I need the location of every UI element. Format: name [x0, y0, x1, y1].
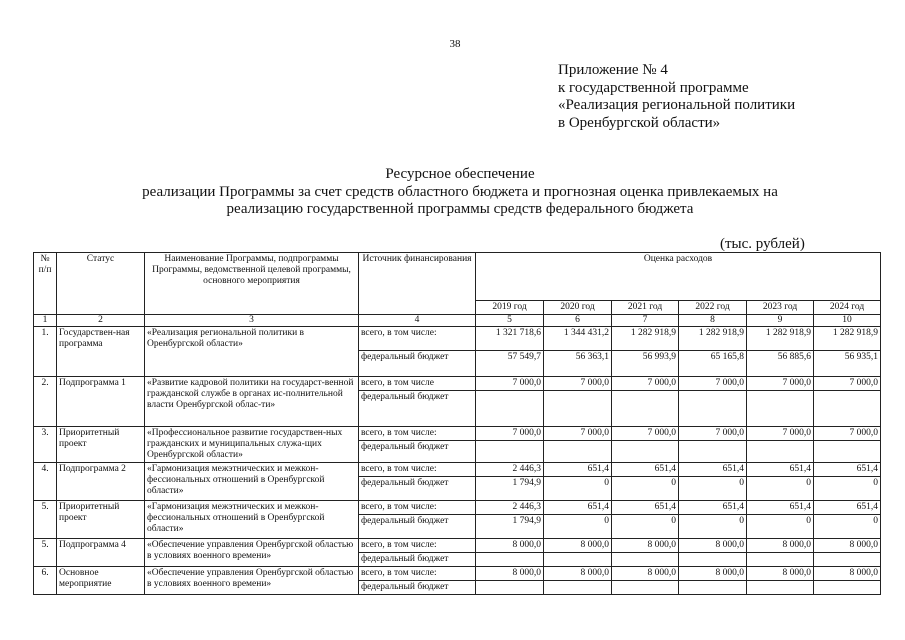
amount-cell — [476, 441, 544, 463]
table-row — [34, 539, 881, 553]
amount-cell: 56 935,1 — [814, 351, 881, 377]
source-cell: федеральный бюджет — [359, 391, 476, 427]
amount-cell — [612, 581, 679, 595]
amount-cell — [544, 391, 612, 427]
title-line: реализацию государственной программы средств федерального бюджета — [226, 201, 694, 217]
amount-cell: 8 000,0 — [747, 539, 814, 553]
amount-cell: 1 344 431,2 — [544, 327, 612, 351]
amount-cell — [814, 441, 881, 463]
column-number: 8 — [679, 315, 747, 327]
amount-cell: 1 794,9 — [476, 515, 544, 539]
header-year: 2021 год — [612, 301, 679, 315]
amount-cell: 8 000,0 — [544, 567, 612, 581]
amount-cell: 2 446,3 — [476, 463, 544, 477]
units-label: (тыс. рублей) — [720, 236, 805, 252]
amount-cell — [612, 391, 679, 427]
document-title — [60, 166, 860, 219]
status-cell: Государствен-ная программа — [57, 327, 145, 377]
source-cell: федеральный бюджет — [359, 441, 476, 463]
amount-cell: 0 — [544, 477, 612, 501]
header-source: Источник финансирования — [359, 253, 476, 315]
amount-cell: 7 000,0 — [544, 377, 612, 391]
amount-cell: 0 — [814, 515, 881, 539]
title-line: реализации Программы за счет средств областного бюджета и прогнозная оценка привлекаемых на — [142, 183, 778, 200]
amount-cell: 7 000,0 — [814, 377, 881, 391]
appendix-line: в Оренбургской области» — [558, 114, 721, 131]
amount-cell: 651,4 — [679, 501, 747, 515]
source-cell: федеральный бюджет — [359, 581, 476, 595]
header-status: Статус — [57, 253, 145, 315]
row-number-cell: 5. — [34, 501, 57, 539]
amount-cell — [679, 391, 747, 427]
amount-cell — [747, 581, 814, 595]
name-cell: «Развитие кадровой политики на государст-венной гражданской службе в органах ис-полнительной власти Оренбургской облас-ти» — [145, 377, 359, 427]
amount-cell: 651,4 — [747, 501, 814, 515]
source-cell: всего, в том числе: — [359, 327, 476, 351]
table-row — [34, 463, 881, 477]
amount-cell: 7 000,0 — [747, 377, 814, 391]
amount-cell: 8 000,0 — [679, 567, 747, 581]
header-name: Наименование Программы, подпрограммы Программы, ведомственной целевой программы, основного мероприятия — [145, 253, 359, 315]
column-number: 5 — [476, 315, 544, 327]
row-number-cell: 4. — [34, 463, 57, 501]
amount-cell — [679, 441, 747, 463]
header-year: 2022 год — [679, 301, 747, 315]
title-line: Ресурсное обеспечение — [385, 166, 535, 182]
source-cell: всего, в том числе: — [359, 567, 476, 581]
amount-cell — [612, 441, 679, 463]
amount-cell: 651,4 — [544, 501, 612, 515]
amount-cell — [476, 553, 544, 567]
table-body — [34, 327, 881, 595]
appendix-line: к государственной программе — [558, 79, 749, 96]
header-year: 2024 год — [814, 301, 881, 315]
name-cell: «Профессиональное развитие государствен-ных гражданских и муниципальных служа-щих Оренбургской области» — [145, 427, 359, 463]
amount-cell: 65 165,8 — [679, 351, 747, 377]
status-cell: Подпрограмма 4 — [57, 539, 145, 567]
amount-cell: 7 000,0 — [679, 427, 747, 441]
column-number: 4 — [359, 315, 476, 327]
amount-cell: 8 000,0 — [476, 567, 544, 581]
status-cell: Подпрограмма 1 — [57, 377, 145, 427]
amount-cell: 1 321 718,6 — [476, 327, 544, 351]
amount-cell — [476, 581, 544, 595]
table-row — [34, 567, 881, 581]
source-cell: федеральный бюджет — [359, 351, 476, 377]
amount-cell — [612, 553, 679, 567]
amount-cell: 0 — [612, 477, 679, 501]
amount-cell — [814, 581, 881, 595]
amount-cell: 1 282 918,9 — [747, 327, 814, 351]
source-cell: всего, в том числе: — [359, 539, 476, 553]
amount-cell: 8 000,0 — [544, 539, 612, 553]
amount-cell: 651,4 — [612, 463, 679, 477]
amount-cell: 651,4 — [612, 501, 679, 515]
row-number-cell: 6. — [34, 567, 57, 595]
amount-cell: 651,4 — [679, 463, 747, 477]
amount-cell: 7 000,0 — [814, 427, 881, 441]
amount-cell: 1 282 918,9 — [612, 327, 679, 351]
table-row — [34, 327, 881, 351]
amount-cell: 7 000,0 — [476, 427, 544, 441]
row-number-cell: 5. — [34, 539, 57, 567]
name-cell: «Реализация региональной политики в Оренбургской области» — [145, 327, 359, 377]
amount-cell: 1 794,9 — [476, 477, 544, 501]
header-year: 2023 год — [747, 301, 814, 315]
column-number: 1 — [34, 315, 57, 327]
amount-cell — [679, 581, 747, 595]
status-cell: Подпрограмма 2 — [57, 463, 145, 501]
column-number: 10 — [814, 315, 881, 327]
amount-cell: 7 000,0 — [476, 377, 544, 391]
amount-cell: 7 000,0 — [612, 427, 679, 441]
amount-cell: 8 000,0 — [747, 567, 814, 581]
column-number: 7 — [612, 315, 679, 327]
status-cell: Приоритетный проект — [57, 427, 145, 463]
amount-cell: 56 363,1 — [544, 351, 612, 377]
header-estimate: Оценка расходов — [476, 253, 881, 301]
amount-cell: 0 — [679, 515, 747, 539]
header-num: № п/п — [34, 253, 57, 315]
column-number: 2 — [57, 315, 145, 327]
amount-cell — [544, 581, 612, 595]
amount-cell: 651,4 — [814, 463, 881, 477]
appendix-line: «Реализация региональной политики — [558, 97, 796, 113]
table-row — [34, 501, 881, 515]
page-number: 38 — [449, 38, 461, 50]
amount-cell: 8 000,0 — [612, 539, 679, 553]
appendix-line: Приложение № 4 — [558, 62, 668, 78]
amount-cell: 8 000,0 — [679, 539, 747, 553]
source-cell: федеральный бюджет — [359, 515, 476, 539]
name-cell: «Гармонизация межэтнических и межкон-фессиональных отношений в Оренбургской области» — [145, 463, 359, 501]
amount-cell — [747, 441, 814, 463]
source-cell: федеральный бюджет — [359, 553, 476, 567]
source-cell: всего, в том числе — [359, 377, 476, 391]
row-number-cell: 3. — [34, 427, 57, 463]
name-cell: «Гармонизация межэтнических и межкон-фессиональных отношений в Оренбургской области» — [145, 501, 359, 539]
name-cell: «Обеспечение управления Оренбургской областью в условиях военного времени» — [145, 567, 359, 595]
amount-cell: 56 993,9 — [612, 351, 679, 377]
amount-cell: 0 — [612, 515, 679, 539]
amount-cell — [544, 441, 612, 463]
amount-cell — [544, 553, 612, 567]
amount-cell: 7 000,0 — [679, 377, 747, 391]
source-cell: федеральный бюджет — [359, 477, 476, 501]
amount-cell: 57 549,7 — [476, 351, 544, 377]
amount-cell — [814, 391, 881, 427]
status-cell: Приоритетный проект — [57, 501, 145, 539]
amount-cell: 8 000,0 — [612, 567, 679, 581]
source-cell: всего, в том числе: — [359, 501, 476, 515]
amount-cell: 7 000,0 — [544, 427, 612, 441]
amount-cell: 0 — [747, 515, 814, 539]
amount-cell — [747, 391, 814, 427]
amount-cell — [747, 553, 814, 567]
amount-cell: 7 000,0 — [612, 377, 679, 391]
source-cell: всего, в том числе: — [359, 427, 476, 441]
amount-cell: 0 — [544, 515, 612, 539]
amount-cell: 651,4 — [544, 463, 612, 477]
resource-table — [33, 252, 881, 595]
row-number-cell: 2. — [34, 377, 57, 427]
column-number: 9 — [747, 315, 814, 327]
table-row — [34, 427, 881, 441]
amount-cell: 0 — [814, 477, 881, 501]
amount-cell: 8 000,0 — [476, 539, 544, 553]
amount-cell: 651,4 — [814, 501, 881, 515]
amount-cell: 8 000,0 — [814, 539, 881, 553]
amount-cell: 2 446,3 — [476, 501, 544, 515]
column-number: 3 — [145, 315, 359, 327]
amount-cell: 0 — [747, 477, 814, 501]
amount-cell: 1 282 918,9 — [814, 327, 881, 351]
amount-cell — [679, 553, 747, 567]
row-number-cell: 1. — [34, 327, 57, 377]
status-cell: Основное мероприятие — [57, 567, 145, 595]
source-cell: всего, в том числе: — [359, 463, 476, 477]
amount-cell — [476, 391, 544, 427]
amount-cell: 651,4 — [747, 463, 814, 477]
amount-cell: 1 282 918,9 — [679, 327, 747, 351]
amount-cell: 0 — [679, 477, 747, 501]
name-cell: «Обеспечение управления Оренбургской областью в условиях военного времени» — [145, 539, 359, 567]
amount-cell: 56 885,6 — [747, 351, 814, 377]
header-year: 2020 год — [544, 301, 612, 315]
header-year: 2019 год — [476, 301, 544, 315]
appendix-block — [558, 62, 795, 132]
amount-cell: 7 000,0 — [747, 427, 814, 441]
amount-cell — [814, 553, 881, 567]
table-row — [34, 377, 881, 391]
amount-cell: 8 000,0 — [814, 567, 881, 581]
column-number: 6 — [544, 315, 612, 327]
